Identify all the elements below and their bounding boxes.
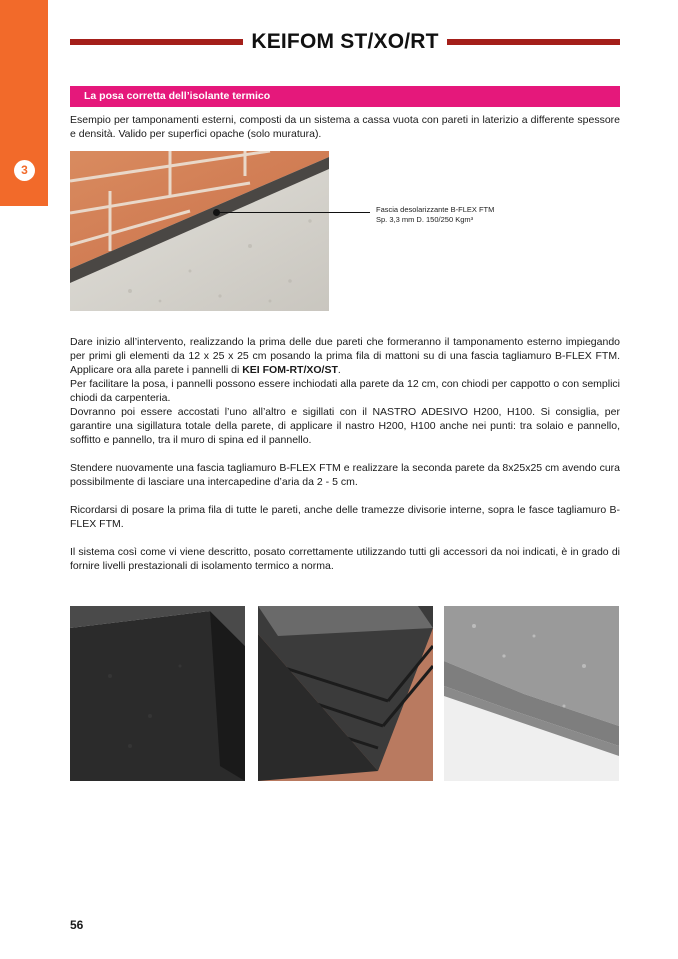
title-rule-left bbox=[70, 39, 243, 45]
page-number: 56 bbox=[70, 918, 84, 932]
chapter-number-badge: 3 bbox=[14, 160, 35, 181]
callout-dot bbox=[213, 209, 220, 216]
wall-section-photo bbox=[70, 151, 329, 311]
wall-section-illustration bbox=[70, 151, 329, 311]
chapter-side-tab bbox=[0, 0, 48, 206]
callout-leader-line bbox=[216, 212, 370, 213]
paragraph-4: Stendere nuovamente una fascia tagliamuro B-FLEX FTM e realizzare la seconda parete da 8x25x25 cm avendo cura possibilmente di lasciare una intercapedine d’aria da 2 - 5 cm. bbox=[70, 462, 620, 488]
page-header bbox=[70, 28, 620, 56]
figure-callout bbox=[376, 205, 596, 225]
paragraph-6: Il sistema così come vi viene descritto, posato correttamente utilizzando tutti gli accessori da noi indicati, è in grado di fornire livelli prestazionali di isolamento termico a norma. bbox=[70, 546, 620, 572]
paragraph-1-text: Dare inizio all’intervento, realizzando la prima delle due pareti che formeranno il tamponamento esterno impiegando per primi gli elementi da 12 x 25 x 25 cm posando la prima fila di mattoni su di una fascia tagliamuro B-FLEX FTM. Applicare ora alla parete i pannelli di bbox=[70, 336, 620, 376]
callout-line-1: Fascia desolarizzante B-FLEX FTM bbox=[376, 205, 495, 214]
product-photo-black-panel bbox=[70, 606, 245, 781]
paragraph-1-end: . bbox=[337, 364, 341, 376]
callout-line-2: Sp. 3,3 mm D. 150/250 Kgm³ bbox=[376, 215, 474, 224]
page-title: KEIFOM ST/XO/RT bbox=[251, 30, 439, 53]
paragraph-1 bbox=[70, 335, 620, 377]
section-heading: La posa corretta dell’isolante termico bbox=[70, 86, 620, 107]
product-name: KEI FOM-RT/XO/ST bbox=[242, 364, 338, 376]
product-photo-layered-panel bbox=[258, 606, 433, 781]
intro-paragraph bbox=[70, 113, 620, 141]
product-photo-grey-panel bbox=[444, 606, 619, 781]
intro-text: Esempio per tamponamenti esterni, composti da un sistema a cassa vuota con pareti in laterizio a differente spessore e densità. Valido per superfici opache (solo muratura). bbox=[70, 114, 620, 140]
paragraph-3: Dovranno poi essere accostati l’uno all’altro e sigillati con il NASTRO ADESIVO H200, H100. Si consiglia, per garantire una sigillatura totale della parete, di applicare il nastro H200, H100 anche nei punti: tra solaio e pannello, soffitto e pannello, tra il muro di spina ed il pannello. bbox=[70, 406, 620, 446]
paragraph-5: Ricordarsi di posare la prima fila di tutte le pareti, anche delle tramezze divisorie interne, sopra le fasce tagliamuro B-FLEX FTM. bbox=[70, 504, 620, 530]
title-rule-right bbox=[447, 39, 620, 45]
paragraph-2: Per facilitare la posa, i pannelli possono essere inchiodati alla parete da 12 cm, con chiodi per cappotto o con semplici chiodi da carpenteria. bbox=[70, 378, 620, 404]
instructions-body bbox=[70, 335, 620, 573]
